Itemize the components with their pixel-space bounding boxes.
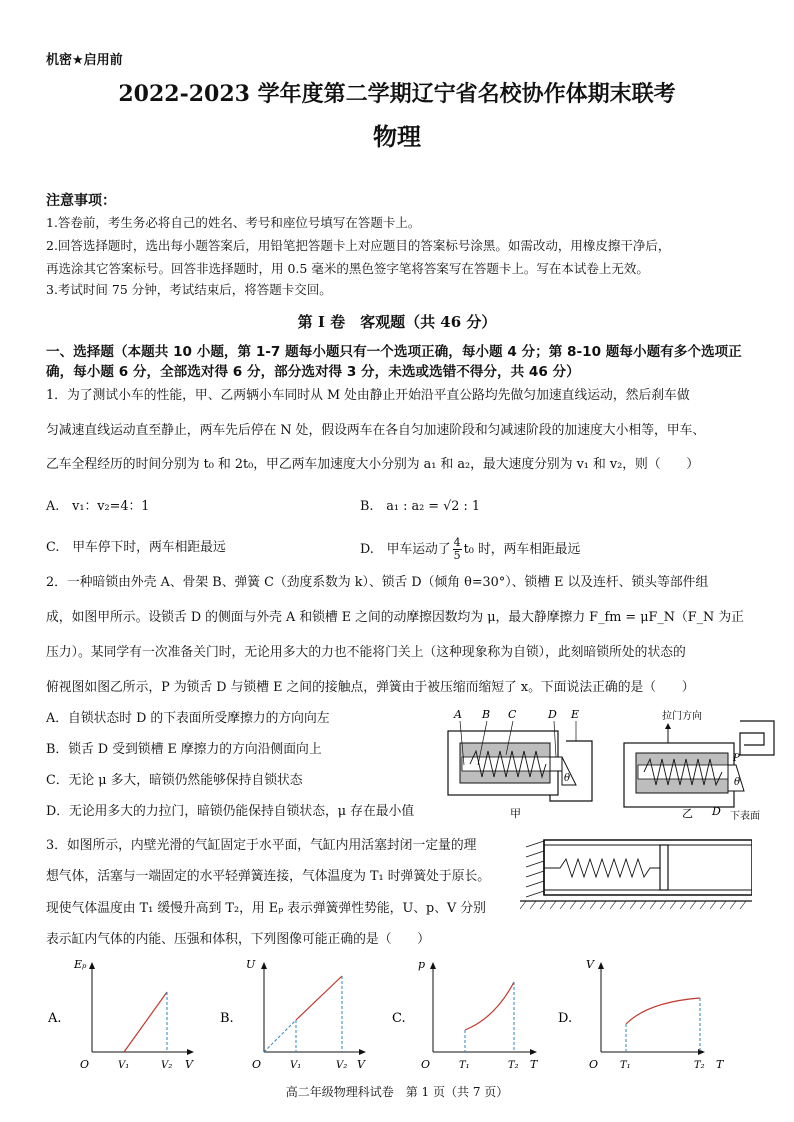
page-footer: 高二年级物理科试卷 第 1 页（共 7 页）	[285, 1085, 509, 1099]
label-a: A	[454, 708, 462, 721]
q1-option-d	[360, 537, 750, 562]
q1-option-d-prefix: D. 甲车运动了	[360, 541, 451, 557]
lock-diagram-jia	[448, 708, 592, 820]
graph-c-x-label: T	[530, 1058, 538, 1071]
graph-a-origin: O	[80, 1058, 90, 1071]
graph-b-option-label: B.	[220, 1011, 234, 1026]
exam-title: 2022-2023 学年度第二学期辽宁省名校协作体期末联考	[118, 81, 676, 107]
graph-c-origin: O	[421, 1058, 431, 1071]
graph-d	[558, 958, 725, 1071]
q3-text-line: 现使气体温度由 T₁ 缓慢升高到 T₂，用 Eₚ 表示弹簧弹性势能，U、p、V 分别	[46, 901, 486, 916]
graph-c-tick-1: T₁	[459, 1060, 470, 1071]
q3-text-line: 想气体，活塞与一端固定的水平轻弹簧连接，气体温度为 T₁ 时弹簧处于原长。	[46, 869, 491, 884]
graph-b	[220, 958, 366, 1071]
fraction	[453, 537, 462, 562]
graph-d-tick-1: T₁	[620, 1060, 631, 1071]
label-p: P	[733, 753, 740, 764]
graph-c-option-label: C.	[392, 1011, 406, 1026]
label-theta2: θ	[734, 777, 741, 788]
q2-text-line: 俯视图如图乙所示，P 为锁舌 D 与锁槽 E 之间的接触点，弹簧由于被压缩而缩短了 x。下面说法正确的是（ ）	[46, 680, 695, 695]
q2-text-line: 成，如图甲所示。设锁舌 D 的侧面与外壳 A 和锁槽 E 之间的动摩擦因数均为 μ，最大静摩擦力 F_fm = μF_N（F_N 为正	[46, 610, 744, 625]
notice-item: 再选涂其它答案标号。回答非选择题时，用 0.5 毫米的黑色签字笔将答案写在答题卡上。写在本试卷上无效。	[46, 261, 649, 276]
graph-b-tick-2: V₂	[336, 1060, 348, 1071]
fraction-numerator: 4	[453, 536, 461, 549]
part-heading: 第 I 卷 客观题（共 46 分）	[297, 313, 497, 331]
q3-text-line: 表示缸内气体的内能、压强和体积，下列图像可能正确的是（ ）	[46, 932, 430, 947]
lock-figure	[440, 705, 780, 825]
notice-item: 2.回答选择题时，选出每小题答案后，用铅笔把答题卡上对应题目的答案标号涂黑。如需改动，用橡皮擦干净后，	[46, 238, 671, 253]
notice-item: 3.考试时间 75 分钟，考试结束后，将答题卡交回。	[46, 282, 332, 297]
label-jia: 甲	[510, 807, 521, 820]
cylinder-figure	[520, 835, 752, 915]
lock-diagram-yi	[624, 709, 774, 822]
graph-d-x-label: T	[716, 1058, 724, 1071]
graph-b-x-label: V	[357, 1058, 365, 1071]
notice-heading: 注意事项：	[46, 193, 116, 209]
graph-d-y-label: V	[586, 958, 594, 971]
q1-text-line: 乙车全程经历的时间分别为 t₀ 和 2t₀，甲乙两车加速度大小分别为 a₁ 和 a₂，最大速度分别为 v₁ 和 v₂，则（ ）	[46, 457, 700, 472]
q1-option-b: B. a₁ : a₂ = √2 : 1	[360, 499, 480, 514]
section-heading: 一、选择题（本题共 10 小题，第 1-7 题每小题只有一个选项正确，每小题 4 分；第 8-10 题每小题有多个选项正确，每小题 6 分，全部选对得 6 分，部分选对得 3 分，未选或选错不得分，共 46 分）	[46, 344, 742, 380]
confidential-label: 机密★启用前	[46, 53, 123, 68]
graph-a-tick-2: V₂	[161, 1060, 173, 1071]
q3-text-line: 3．如图所示，内壁光滑的气缸固定于水平面，气缸内用活塞封闭一定量的理	[46, 838, 477, 853]
label-d: D	[548, 708, 557, 721]
q2-option-a: A．自锁状态时 D 的下表面所受摩擦力的方向向左	[46, 711, 330, 726]
graph-d-origin: O	[589, 1058, 599, 1071]
label-b: B	[482, 708, 491, 721]
q3-graph-options	[40, 952, 760, 1077]
label-theta: θ	[564, 773, 571, 784]
q1-text-line: 匀减速直线运动直至静止，两车先后停在 N 处，假设两车在各自匀加速阶段和匀减速阶段的加速度大小相等，甲车、	[46, 423, 706, 438]
label-pull-direction: 拉门方向	[662, 711, 702, 722]
graph-b-origin: O	[252, 1058, 262, 1071]
label-d2: D	[712, 805, 721, 818]
fraction-denominator: 5	[453, 549, 461, 562]
graph-a	[47, 958, 194, 1071]
graph-a-tick-1: V₁	[118, 1060, 130, 1071]
q2-option-d: D．无论用多大的力拉门，暗锁仍能保持自锁状态，μ 存在最小值	[46, 804, 415, 819]
q1-option-d-suffix: t₀ 时，两车相距最远	[463, 541, 581, 557]
graph-a-x-label: V	[185, 1058, 193, 1071]
subject-title: 物理	[373, 122, 421, 151]
graph-b-y-label: U	[246, 958, 256, 971]
q2-text-line: 压力）。某同学有一次准备关门时，无论用多大的力也不能将门关上（这种现象称为自锁），此刻暗锁所处的状态的	[46, 645, 686, 660]
graph-c-tick-2: T₂	[508, 1060, 519, 1071]
graph-d-option-label: D.	[558, 1011, 573, 1026]
q1-option-a: A. v₁：v₂=4：1	[46, 499, 150, 514]
graph-c	[392, 958, 539, 1071]
graph-a-y-label: Eₚ	[74, 958, 87, 971]
label-e: E	[571, 708, 580, 721]
q2-option-c: C．无论 μ 多大，暗锁仍然能够保持自锁状态	[46, 773, 303, 788]
notice-item: 1.答卷前，考生务必将自己的姓名、考号和座位号填写在答题卡上。	[46, 215, 421, 230]
graph-b-tick-1: V₁	[290, 1060, 302, 1071]
graph-a-option-label: A.	[48, 1011, 62, 1026]
graph-d-tick-2: T₂	[694, 1060, 705, 1071]
graph-c-y-label: p	[418, 958, 426, 971]
label-yi: 乙	[682, 807, 693, 820]
label-lower-surface: 下表面	[730, 811, 760, 822]
q1-option-c: C. 甲车停下时，两车相距最远	[46, 540, 226, 555]
q2-option-b: B．锁舌 D 受到锁槽 E 摩擦力的方向沿侧面向上	[46, 742, 322, 757]
q1-text-line: 1．为了测试小车的性能，甲、乙两辆小车同时从 M 处由静止开始沿平直公路均先做匀加速直线运动，然后刹车做	[46, 388, 690, 403]
q2-text-line: 2．一种暗锁由外壳 A、骨架 B、弹簧 C（劲度系数为 k）、锁舌 D（倾角 θ=30°）、锁槽 E 以及连杆、锁头等部件组	[46, 575, 709, 590]
label-c: C	[508, 708, 517, 721]
